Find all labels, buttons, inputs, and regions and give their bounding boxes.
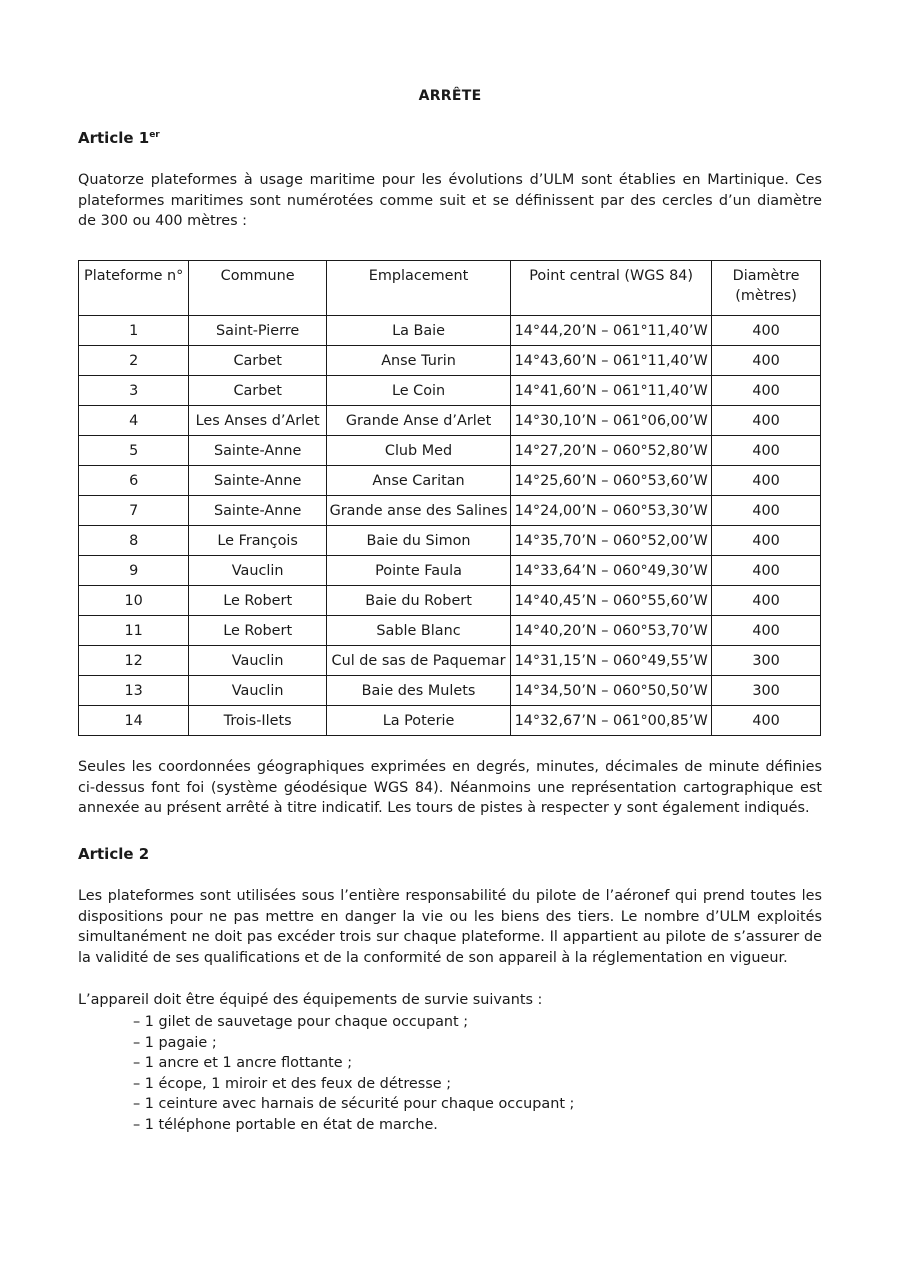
- cell-diametre: 400: [712, 406, 821, 436]
- table-row: [79, 526, 821, 556]
- cell-plateforme: 11: [79, 616, 189, 646]
- cell-point-central: 14°44,20’N – 061°11,40’W: [511, 316, 712, 346]
- cell-commune: Le Robert: [189, 616, 327, 646]
- article-1-intro: Quatorze plateformes à usage maritime pour les évolutions d’ULM sont établies en Martinique. Ces plateformes maritimes sont numérotées comme suit et se définissent par des cercles d’un diamètre de 300 ou 400 mètres :: [78, 172, 822, 229]
- cell-emplacement: Baie du Robert: [326, 586, 510, 616]
- cell-commune: Sainte-Anne: [189, 496, 327, 526]
- cell-plateforme: 7: [79, 496, 189, 526]
- cell-plateforme: 12: [79, 646, 189, 676]
- cell-emplacement: Cul de sas de Paquemar: [326, 646, 510, 676]
- list-item: – 1 pagaie ;: [133, 1033, 574, 1054]
- cell-emplacement: Le Coin: [326, 376, 510, 406]
- cell-diametre: 400: [712, 316, 821, 346]
- cell-emplacement: Baie des Mulets: [326, 676, 510, 706]
- cell-commune: Vauclin: [189, 646, 327, 676]
- cell-point-central: 14°34,50’N – 060°50,50’W: [511, 676, 712, 706]
- article-1-heading-text: Article 1: [78, 129, 150, 147]
- cell-diametre: 400: [712, 436, 821, 466]
- cell-plateforme: 8: [79, 526, 189, 556]
- cell-emplacement: La Poterie: [326, 706, 510, 736]
- table-row: [79, 706, 821, 736]
- cell-commune: Les Anses d’Arlet: [189, 406, 327, 436]
- cell-emplacement: Pointe Faula: [326, 556, 510, 586]
- cell-plateforme: 4: [79, 406, 189, 436]
- table-row: [79, 466, 821, 496]
- table-row: [79, 556, 821, 586]
- cell-commune: Trois-Ilets: [189, 706, 327, 736]
- table-body: [79, 316, 821, 736]
- table-row: [79, 496, 821, 526]
- cell-diametre: 400: [712, 376, 821, 406]
- cell-commune: Carbet: [189, 346, 327, 376]
- cell-commune: Le François: [189, 526, 327, 556]
- list-item: – 1 écope, 1 miroir et des feux de détresse ;: [133, 1074, 574, 1095]
- document-title: ARRÊTE: [418, 88, 482, 104]
- table-row: [79, 676, 821, 706]
- cell-plateforme: 13: [79, 676, 189, 706]
- cell-commune: Saint-Pierre: [189, 316, 327, 346]
- cell-diametre: 400: [712, 346, 821, 376]
- list-item: – 1 ancre et 1 ancre flottante ;: [133, 1053, 574, 1074]
- article-1-note: Seules les coordonnées géographiques exprimées en degrés, minutes, décimales de minute définies ci-dessus font foi (système géodésique WGS 84). Néanmoins une représentation cartographique est annexée au présent arrêté à titre indicatif. Les tours de pistes à respecter y sont également indiqués.: [78, 759, 822, 816]
- cell-point-central: 14°33,64’N – 060°49,30’W: [511, 556, 712, 586]
- cell-diametre: 400: [712, 496, 821, 526]
- cell-diametre: 400: [712, 706, 821, 736]
- cell-point-central: 14°25,60’N – 060°53,60’W: [511, 466, 712, 496]
- cell-emplacement: Grande anse des Salines: [326, 496, 510, 526]
- cell-diametre: 300: [712, 646, 821, 676]
- cell-emplacement: Sable Blanc: [326, 616, 510, 646]
- cell-diametre: 300: [712, 676, 821, 706]
- table-row: [79, 646, 821, 676]
- platforms-table: [78, 260, 821, 736]
- cell-plateforme: 6: [79, 466, 189, 496]
- cell-plateforme: 9: [79, 556, 189, 586]
- header-diametre: Diamètre (mètres): [712, 261, 821, 316]
- cell-commune: Vauclin: [189, 676, 327, 706]
- table-header-row: [79, 261, 821, 316]
- cell-commune: Sainte-Anne: [189, 466, 327, 496]
- header-commune: Commune: [189, 261, 327, 316]
- table-row: [79, 616, 821, 646]
- article-2-paragraph-2: L’appareil doit être équipé des équipements de survie suivants :: [78, 992, 543, 1008]
- cell-point-central: 14°24,00’N – 060°53,30’W: [511, 496, 712, 526]
- cell-commune: Sainte-Anne: [189, 436, 327, 466]
- header-emplacement: Emplacement: [326, 261, 510, 316]
- cell-point-central: 14°32,67’N – 061°00,85’W: [511, 706, 712, 736]
- table-row: [79, 376, 821, 406]
- article-1-heading-sup: er: [149, 130, 160, 140]
- cell-point-central: 14°35,70’N – 060°52,00’W: [511, 526, 712, 556]
- list-item: – 1 gilet de sauvetage pour chaque occupant ;: [133, 1012, 574, 1033]
- equipment-list: [133, 1012, 574, 1135]
- cell-commune: Le Robert: [189, 586, 327, 616]
- table-row: [79, 406, 821, 436]
- header-point-central: Point central (WGS 84): [511, 261, 712, 316]
- cell-emplacement: Anse Caritan: [326, 466, 510, 496]
- cell-point-central: 14°40,20’N – 060°53,70’W: [511, 616, 712, 646]
- cell-diametre: 400: [712, 616, 821, 646]
- cell-diametre: 400: [712, 466, 821, 496]
- cell-point-central: 14°40,45’N – 060°55,60’W: [511, 586, 712, 616]
- cell-plateforme: 5: [79, 436, 189, 466]
- cell-plateforme: 14: [79, 706, 189, 736]
- cell-plateforme: 2: [79, 346, 189, 376]
- cell-plateforme: 3: [79, 376, 189, 406]
- table-row: [79, 316, 821, 346]
- cell-point-central: 14°31,15’N – 060°49,55’W: [511, 646, 712, 676]
- cell-emplacement: La Baie: [326, 316, 510, 346]
- cell-plateforme: 1: [79, 316, 189, 346]
- cell-emplacement: Anse Turin: [326, 346, 510, 376]
- table-row: [79, 346, 821, 376]
- cell-point-central: 14°27,20’N – 060°52,80’W: [511, 436, 712, 466]
- cell-diametre: 400: [712, 586, 821, 616]
- article-2-heading: Article 2: [78, 845, 150, 863]
- table-row: [79, 436, 821, 466]
- list-item: – 1 téléphone portable en état de marche.: [133, 1115, 574, 1136]
- cell-emplacement: Club Med: [326, 436, 510, 466]
- list-item: – 1 ceinture avec harnais de sécurité pour chaque occupant ;: [133, 1094, 574, 1115]
- article-2-paragraph-1: Les plateformes sont utilisées sous l’entière responsabilité du pilote de l’aéronef qui prend toutes les dispositions pour ne pas mettre en danger la vie ou les biens des tiers. Le nombre d’ULM exploités simultanément ne doit pas excéder trois sur chaque plateforme. Il appartient au pilote de s’assurer de la validité de ses qualifications et de la conformité de son appareil à la réglementation en vigueur.: [78, 888, 822, 966]
- cell-point-central: 14°43,60’N – 061°11,40’W: [511, 346, 712, 376]
- header-plateforme: Plateforme n°: [79, 261, 189, 316]
- cell-point-central: 14°30,10’N – 061°06,00’W: [511, 406, 712, 436]
- cell-diametre: 400: [712, 556, 821, 586]
- cell-diametre: 400: [712, 526, 821, 556]
- cell-commune: Vauclin: [189, 556, 327, 586]
- cell-emplacement: Grande Anse d’Arlet: [326, 406, 510, 436]
- cell-plateforme: 10: [79, 586, 189, 616]
- cell-commune: Carbet: [189, 376, 327, 406]
- table-row: [79, 586, 821, 616]
- cell-point-central: 14°41,60’N – 061°11,40’W: [511, 376, 712, 406]
- article-1-heading: [78, 129, 160, 147]
- cell-emplacement: Baie du Simon: [326, 526, 510, 556]
